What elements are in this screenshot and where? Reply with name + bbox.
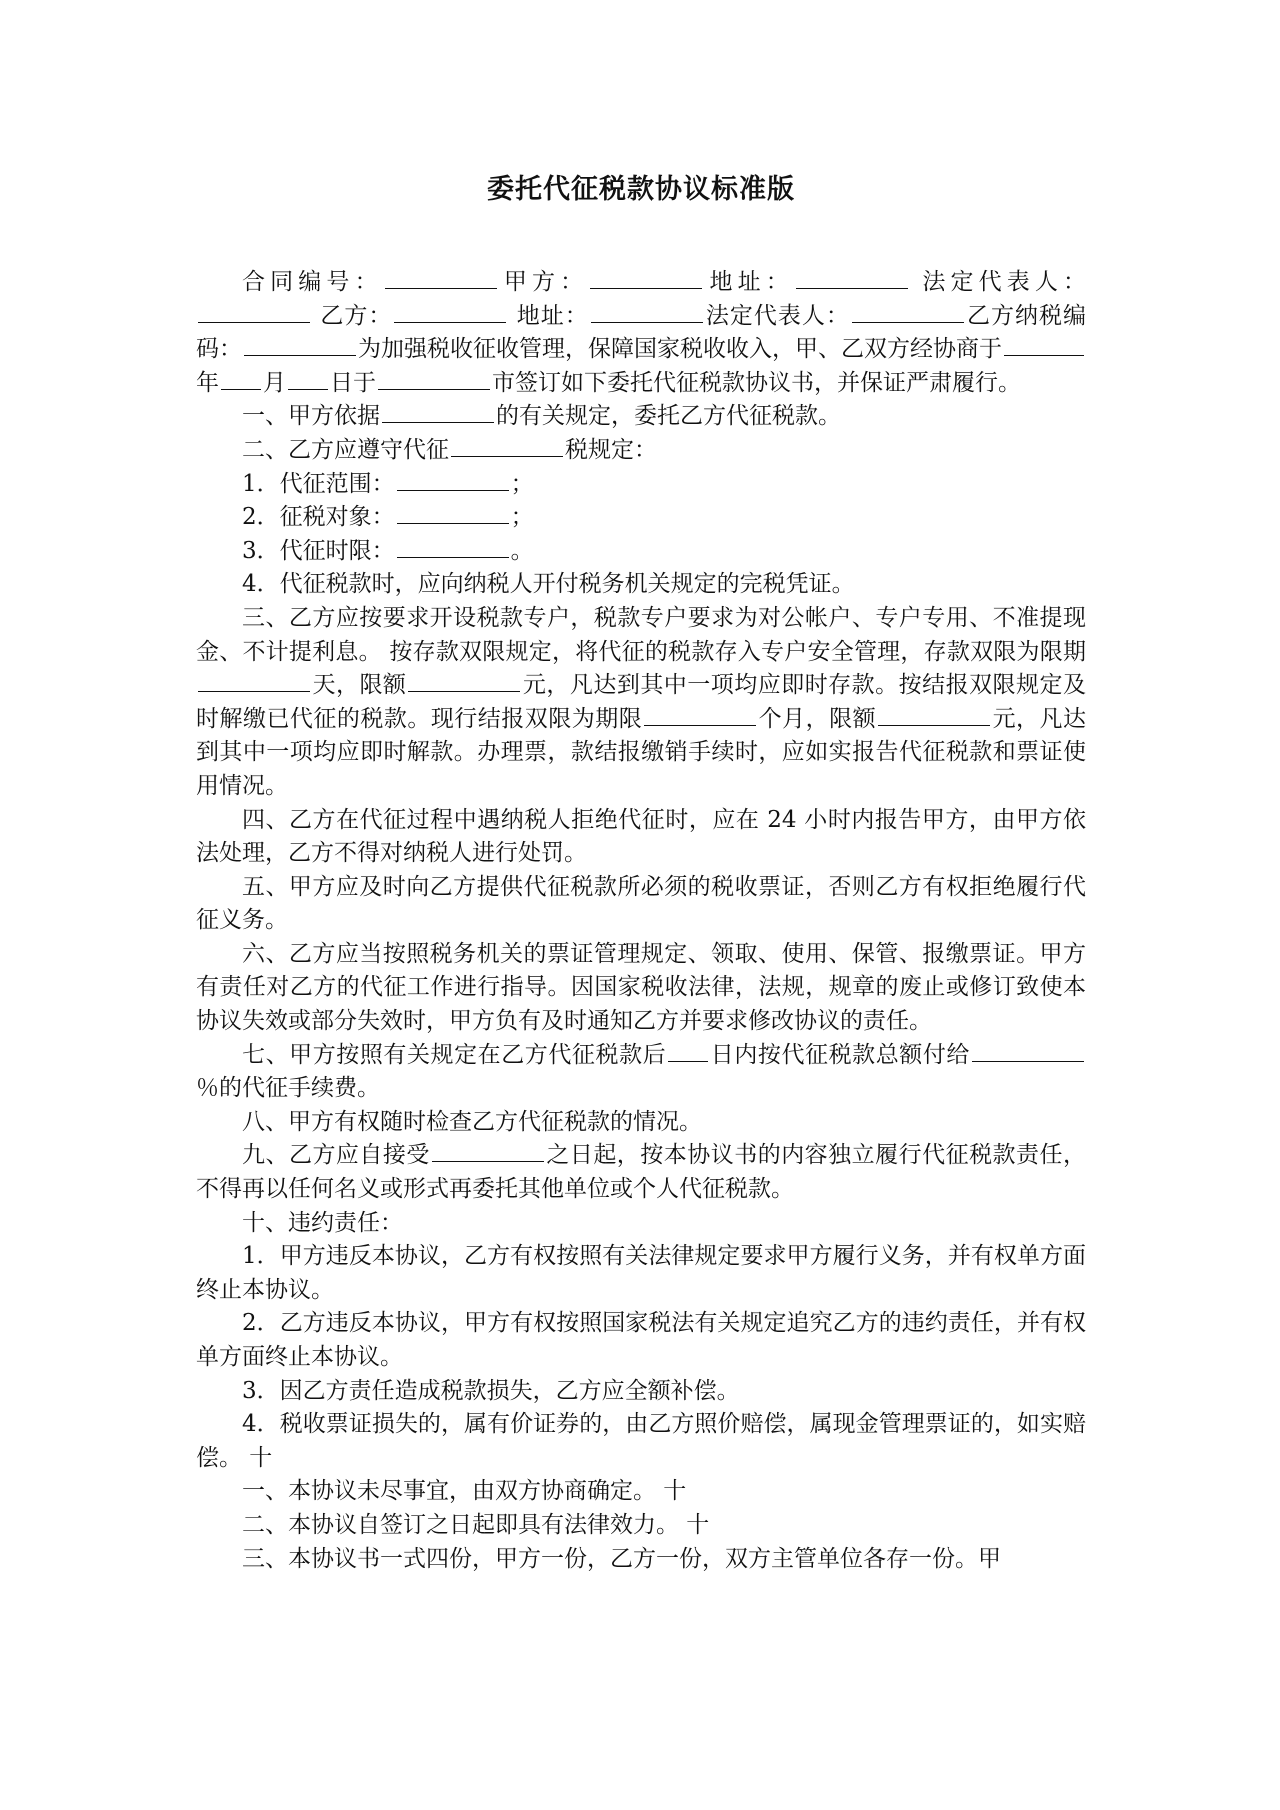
tax-no-label: 乙方纳税编码： — [196, 302, 1087, 363]
year-label: 年 — [196, 369, 219, 396]
clause-2-text-a: 二、乙方应遵守代征 — [242, 436, 449, 463]
legal-rep-b-label: 法定代表人： — [704, 302, 850, 329]
clause-2-item-2-end: ； — [510, 504, 534, 531]
clause-10-item-2: 2．乙方违反本协议，甲方有权按照国家税法有关规定追究乙方的违约责任，并有权单方面终止本协议。 — [196, 1310, 1086, 1370]
day-blank — [288, 367, 328, 390]
party-b-blank — [394, 300, 506, 323]
clause-3-text-c: 元，凡达到其中一项均应即时存款。按结报双限规定及时解缴已代征的税款。现行结报双限为期限 — [196, 672, 1087, 732]
month-blank — [221, 367, 261, 390]
clause-2-item-2-blank — [397, 501, 509, 524]
party-a-label: 甲方： — [498, 269, 589, 295]
clause-2-item-4: 4．代征税款时，应向纳税人开付税务机关规定的完税凭证。 — [242, 571, 855, 598]
party-b-label: 乙方： — [320, 302, 393, 329]
clause-3 — [196, 602, 1086, 804]
clause-1-text-b: 的有关规定，委托乙方代征税款。 — [496, 403, 841, 430]
clause-2-item-3-end: 。 — [510, 537, 534, 564]
clause-10-item-4: 4．税收票证损失的，属有价证券的，由乙方照价赔偿，属现金管理票证的，如实赔偿。 十 — [196, 1411, 1086, 1471]
clause-2-item-1-label: 1．代征范围： — [242, 470, 395, 497]
address-b-label: 地址： — [516, 302, 589, 329]
clause-2-item-1-blank — [397, 468, 509, 491]
legal-rep-b-blank — [852, 300, 964, 323]
clause-5: 五、甲方应及时向乙方提供代征税款所必须的税收票证，否则乙方有权拒绝履行代征义务。 — [196, 873, 1086, 934]
clause-2-item-3 — [196, 535, 1086, 569]
clause-3-text-a: 三、乙方应按要求开设税款专户，税款专户要求为对公帐户、专户专用、不准提现金、不计提利息。 按存款双限规定，将代征的税款存入专户安全管理，存款双限为限期 — [196, 604, 1086, 665]
clause-2-item-2-label: 2．征税对象： — [242, 504, 395, 531]
clause-2-item-2 — [196, 501, 1086, 535]
contract-no-blank — [385, 266, 497, 289]
city-sign-text: 市签订如下委托代征税款协议书，并保证严肃履行。 — [492, 369, 1021, 396]
tax-no-blank — [244, 333, 356, 356]
clause-10: 十、违约责任： — [242, 1209, 403, 1236]
header-paragraph — [196, 266, 1086, 400]
clause-2-item-3-blank — [397, 535, 509, 558]
clause-2-item-3-label: 3．代征时限： — [242, 537, 395, 564]
city-blank — [378, 367, 490, 390]
deposit-days-blank — [198, 669, 310, 692]
clause-9-text-a: 九、乙方应自接受 — [242, 1142, 430, 1169]
clause-2-text-b: 税规定： — [565, 436, 657, 463]
purpose-text: 为加强税收征收管理，保障国家税收收入，甲、乙双方经协商于 — [358, 336, 1002, 363]
clause-2-item-1-end: ； — [510, 470, 534, 497]
clause-9-text-b: 之日起，按本协议书的内容独立履行代征税款责任，不得再以任何名义或形式再委托其他单位或个人代征税款。 — [196, 1142, 1087, 1203]
clause-3-text-e: 元，凡达到其中一项均应即时解款。办理票，款结报缴销手续时，应如实报告代征税款和票证使用情况。 — [196, 705, 1087, 799]
clause-1-text-a: 一、甲方依据 — [242, 403, 380, 430]
legal-rep-a-label: 法定代表人： — [922, 269, 1087, 295]
address-a-blank — [796, 266, 908, 289]
clause-10-item-3: 3．因乙方责任造成税款损失，乙方应全额补偿。 — [242, 1377, 740, 1404]
settle-amount-blank — [878, 703, 990, 726]
clause-13: 三、本协议书一式四份，甲方一份，乙方一份，双方主管单位各存一份。甲 — [242, 1545, 1001, 1572]
legal-rep-a-blank — [198, 300, 310, 323]
clause-3-text-d: 个月，限额 — [758, 705, 877, 732]
fee-percent-blank — [972, 1039, 1084, 1062]
clause-11: 一、本协议未尽事宜，由双方协商确定。 十 — [242, 1478, 687, 1505]
clause-7 — [196, 1039, 1086, 1106]
clause-10-item-1: 1．甲方违反本协议，乙方有权按照有关法律规定要求甲方履行义务，并有权单方面终止本协议。 — [196, 1243, 1086, 1303]
clause-7-text-b: 日内按代征税款总额付给 — [710, 1041, 971, 1068]
document-page — [196, 170, 1086, 1576]
deposit-amount-blank — [408, 669, 520, 692]
clause-3-text-b: 天，限额 — [312, 672, 407, 699]
clause-1-blank — [382, 400, 494, 423]
year-blank — [1004, 333, 1084, 356]
document-title: 委托代征税款协议标准版 — [487, 174, 795, 205]
day-at-label: 日于 — [330, 369, 376, 396]
address-b-blank — [591, 300, 703, 323]
clause-1 — [196, 400, 1086, 434]
contract-no-label: 合同编号： — [242, 269, 383, 295]
clause-2-item-1 — [196, 468, 1086, 502]
clause-12: 二、本协议自签订之日起即具有法律效力。 十 — [242, 1511, 710, 1538]
fee-days-blank — [668, 1039, 708, 1062]
accept-blank — [432, 1139, 544, 1162]
clause-2-blank — [451, 434, 563, 457]
clause-8: 八、甲方有权随时检查乙方代征税款的情况。 — [242, 1108, 702, 1135]
clause-9 — [196, 1139, 1086, 1206]
party-a-blank — [590, 266, 702, 289]
settle-months-blank — [644, 703, 756, 726]
clause-7-text-a: 七、甲方按照有关规定在乙方代征税款后 — [242, 1041, 667, 1068]
month-label: 月 — [263, 369, 286, 396]
clause-6: 六、乙方应当按照税务机关的票证管理规定、领取、使用、保管、报缴票证。甲方有责任对乙方的代征工作进行指导。因国家税收法律，法规，规章的废止或修订致使本协议失效或部分失效时，甲方负有及时通知乙方并要求修改协议的责任。 — [196, 940, 1086, 1035]
clause-4: 四、乙方在代征过程中遇纳税人拒绝代征时，应在 24 小时内报告甲方，由甲方依法处理，乙方不得对纳税人进行处罚。 — [196, 806, 1086, 867]
address-a-label: 地址： — [704, 269, 794, 295]
clause-2 — [196, 434, 1086, 468]
clause-7-text-c: ％的代征手续费。 — [196, 1075, 380, 1102]
